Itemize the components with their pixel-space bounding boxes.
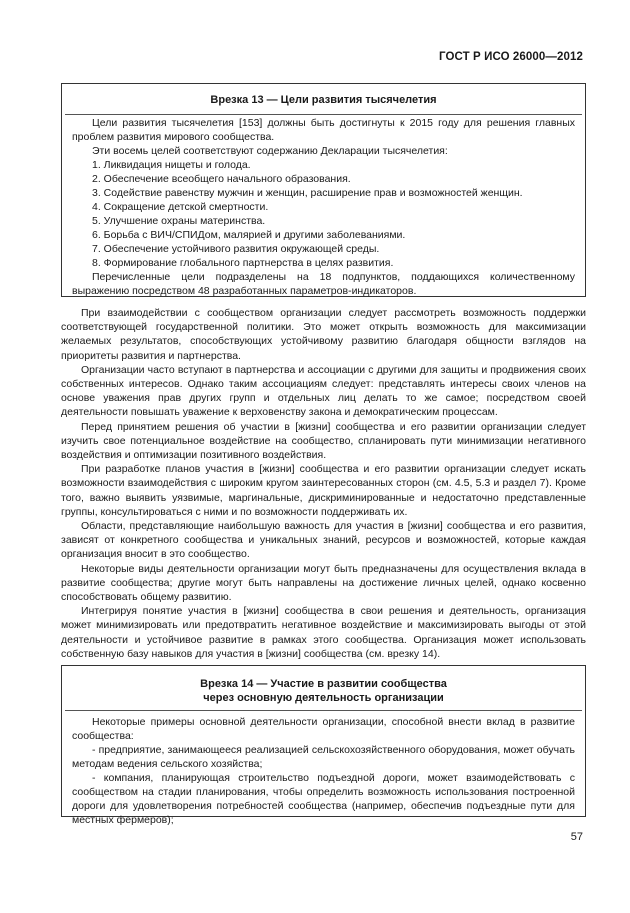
box-13-list-item: 3. Содействие равенству мужчин и женщин, расширение прав и возможностей женщин. <box>92 187 523 199</box>
inset-box-13 <box>61 83 586 297</box>
box-13-list-item: 6. Борьба с ВИЧ/СПИДом, малярией и другими заболеваниями. <box>92 229 406 241</box>
box-13-list-item: 8. Формирование глобального партнерства в целях развития. <box>92 257 394 269</box>
box-14-paragraph: - предприятие, занимающееся реализацией сельскохозяйственного оборудования, может обучать методам ведения сельского хозяйства; <box>72 744 575 770</box>
box-13-paragraph: Эти восемь целей соответствуют содержанию Декларации тысячелетия: <box>92 145 448 157</box>
body-paragraph: Области, представляющие наибольшую важность для участия в [жизни] сообщества и его развития, зависят от конкретного сообщества и уникальных знаний, ресурсов и возможностей, которые каждая организация вносит в это сообщество. <box>61 520 586 561</box>
box-13-list-item: 2. Обеспечение всеобщего начального образования. <box>92 173 351 185</box>
box-14-paragraph: Некоторые примеры основной деятельности организации, способной внести вклад в развитие сообщества: <box>72 716 575 742</box>
box-13-list-item: 5. Улучшение охраны материнства. <box>92 215 266 227</box>
body-paragraph: Перед принятием решения об участии в [жизни] сообщества и его развитии организации следует изучить свое потенциальное воздействие на сообщество, спланировать пути минимизации негативного воздействия и оптимизации позитивного воздействия. <box>61 420 586 462</box>
body-paragraph: Некоторые виды деятельности организации могут быть предназначены для осуществления вклада в развитие сообщества; другие могут быть направлены на достижение личных целей, однако косвенно способствовать общему развитию. <box>61 562 586 604</box>
box-14-title <box>72 666 575 715</box>
box-14-title-line2: через основную деятельность организации <box>203 692 444 704</box>
body-paragraph: Организации часто вступают в партнерства и ассоциации с другими для защиты и продвижения своих собственных интересов. Однако таким ассоциациям следует: представлять интересы своих членов на основе уважения прав других групп и отдельных лиц делать то же самое; посредством своей деятельности повышать уважение к верховенству закона и демократическим процессам. <box>61 363 586 419</box>
box-14-title-line1: Врезка 14 — Участие в развитии сообщества <box>200 678 447 690</box>
page-number: 57 <box>570 831 583 843</box>
box-title-divider <box>65 710 582 711</box>
box-13-paragraph: Цели развития тысячелетия [153] должны быть достигнуты к 2015 году для решения главных проблем развития мирового сообщества. <box>72 117 575 143</box>
box-13-list-item: 4. Сокращение детской смертности. <box>92 201 269 213</box>
inset-box-14 <box>61 665 586 826</box>
document-code: ГОСТ Р ИСО 26000—2012 <box>438 51 583 63</box>
box-13-list-item: 1. Ликвидация нищеты и голода. <box>92 159 251 171</box>
body-paragraph: Интегрируя понятие участия в [жизни] сообщества в свои решения и деятельность, организация может минимизировать или предотвратить негативное воздействие и максимизировать выгоды от этой деятельности и устойчивое развитие в рамках этого сообщества. Организация может использовать собственную базу навыков для участия в [жизни] сообщества (см. врезку 14). <box>61 605 586 660</box>
box-13-paragraph: Перечисленные цели подразделены на 18 подпунктов, поддающихся количественному выражению посредством 48 разработанных параметров-индикаторов. <box>72 271 575 297</box>
body-paragraph: При взаимодействии с сообществом организации следует рассмотреть возможность поддержки соответствующей государственной политики. Это может открыть возможность для максимизации желаемых результатов, способствующих устойчивому развитию благодаря общности взглядов на приоритеты развития и партнерства. <box>61 307 586 362</box>
body-paragraph: При разработке планов участия в [жизни] сообщества и его развитии организации следует искать возможности взаимодействия с широким кругом заинтересованных сторон (см. 4.5, 5.3 и раздел 7). Кроме того, важно выявить уязвимые, маргинальные, дискриминированные и недостаточно представленные группы, консультироваться с ними и по возможности поддерживать их. <box>61 463 586 518</box>
box-13-list-item: 7. Обеспечение устойчивого развития окружающей среды. <box>92 243 380 255</box>
main-text <box>61 306 586 661</box>
box-title-divider <box>65 114 582 115</box>
box-13-title: Врезка 13 — Цели развития тысячелетия <box>210 94 437 106</box>
box-14-paragraph: - компания, планирующая строительство подъездной дороги, может взаимодействовать с сообществом на стадии планирования, чтобы определить возможность использования построенной дороги для удовлетворения потребностей сообщества (например, обеспечив подъездные пути для местных фермеров); <box>72 772 575 826</box>
